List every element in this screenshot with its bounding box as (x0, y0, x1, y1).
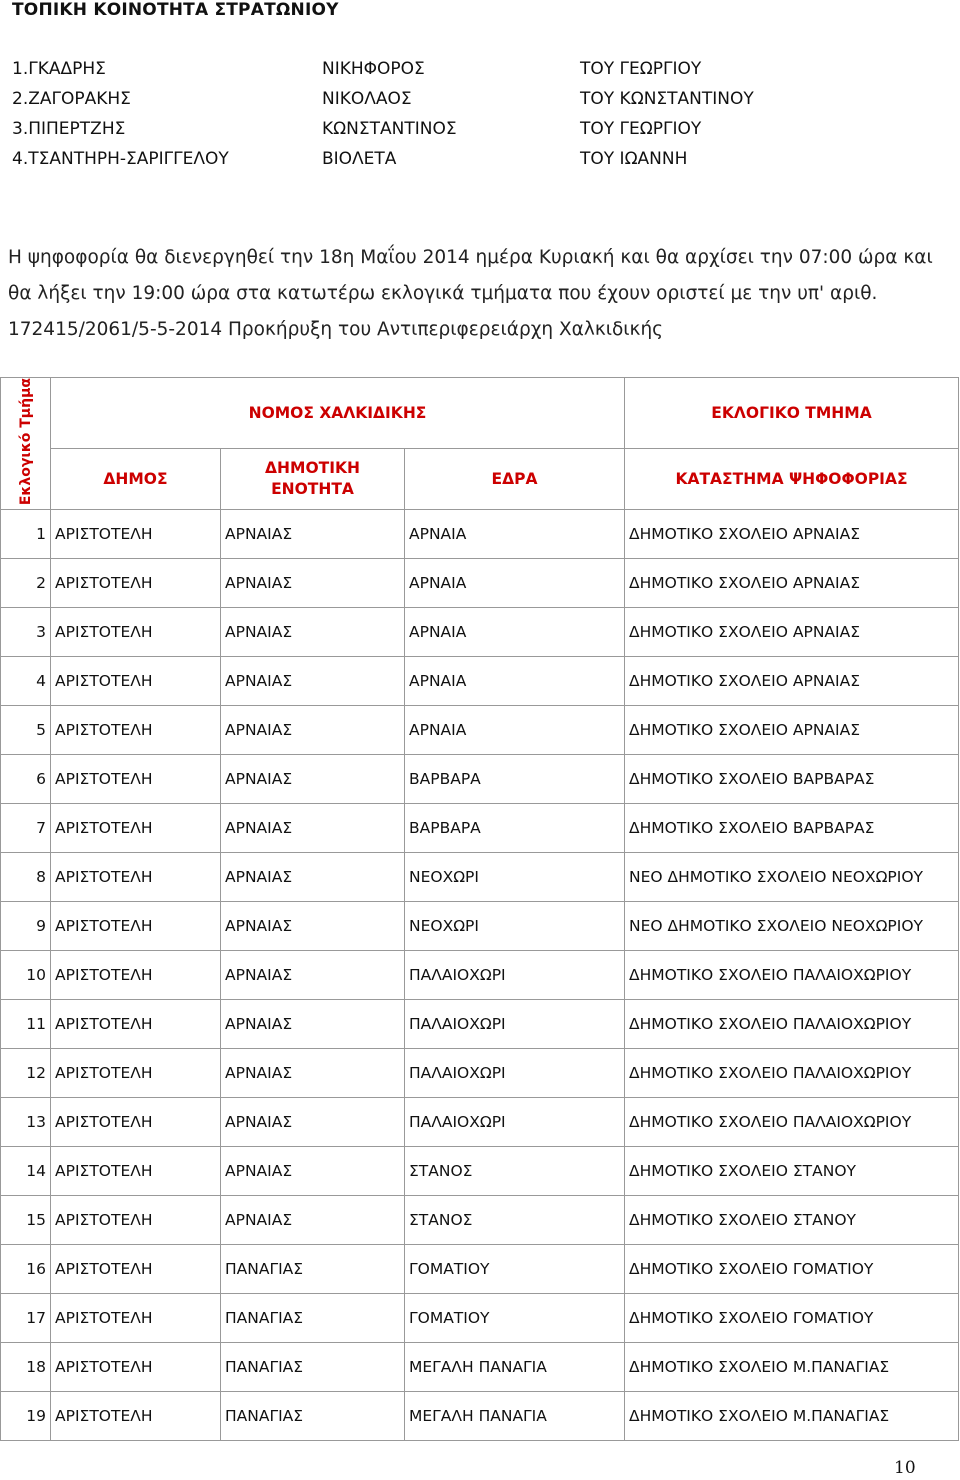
table-body (1, 510, 959, 1441)
seat-cell: ΜΕΓΑΛΗ ΠΑΝΑΓΙΑ (405, 1343, 625, 1392)
polling-station-cell: ΔΗΜΟΤΙΚΟ ΣΧΟΛΕΙΟ ΠΑΛΑΙΟΧΩΡΙΟΥ (625, 1049, 959, 1098)
polling-station-cell: ΔΗΜΟΤΙΚΟ ΣΧΟΛΕΙΟ ΒΑΡΒΑΡΑΣ (625, 804, 959, 853)
seat-cell: ΠΑΛΑΙΟΧΩΡΙ (405, 1098, 625, 1147)
member-row (12, 56, 912, 86)
municipal-unit-cell: ΑΡΝΑΙΑΣ (221, 608, 405, 657)
municipal-unit-cell: ΑΡΝΑΙΑΣ (221, 902, 405, 951)
municipal-unit-cell: ΠΑΝΑΓΙΑΣ (221, 1294, 405, 1343)
dimos-cell: ΑΡΙΣΤΟΤΕΛΗ (51, 1392, 221, 1441)
table-row (1, 853, 959, 902)
section-number-cell: 12 (1, 1049, 51, 1098)
member-surname: 4.ΤΣΑΝΤΗΡΗ-ΣΑΡΙΓΓΕΛΟΥ (12, 149, 229, 169)
polling-station-cell: ΔΗΜΟΤΙΚΟ ΣΧΟΛΕΙΟ ΠΑΛΑΙΟΧΩΡΙΟΥ (625, 1098, 959, 1147)
section-number-cell: 18 (1, 1343, 51, 1392)
municipal-unit-cell: ΑΡΝΑΙΑΣ (221, 510, 405, 559)
header-section-number (1, 378, 51, 510)
section-number-cell: 17 (1, 1294, 51, 1343)
seat-cell: ΒΑΡΒΑΡΑ (405, 804, 625, 853)
page-title: ΤΟΠΙΚΗ ΚΟΙΝΟΤΗΤΑ ΣΤΡΑΤΩΝΙΟΥ (12, 0, 339, 20)
header-dimos: ΔΗΜΟΣ (51, 448, 221, 509)
table-row (1, 755, 959, 804)
member-name: ΒΙΟΛΕΤΑ (322, 149, 397, 169)
member-father: ΤΟΥ ΙΩΑΝΝΗ (580, 149, 688, 169)
municipal-unit-cell: ΠΑΝΑΓΙΑΣ (221, 1392, 405, 1441)
header-municipal-unit: ΔΗΜΟΤΙΚΗ ΕΝΟΤΗΤΑ (221, 448, 405, 509)
seat-cell: ΑΡΝΑΙΑ (405, 608, 625, 657)
table-row (1, 608, 959, 657)
municipal-unit-cell: ΑΡΝΑΙΑΣ (221, 755, 405, 804)
table-row (1, 510, 959, 559)
table-row (1, 559, 959, 608)
section-number-cell: 11 (1, 1000, 51, 1049)
seat-cell: ΑΡΝΑΙΑ (405, 706, 625, 755)
seat-cell: ΝΕΟΧΩΡΙ (405, 902, 625, 951)
table-row (1, 1000, 959, 1049)
section-number-cell: 13 (1, 1098, 51, 1147)
section-number-cell: 16 (1, 1245, 51, 1294)
table-row (1, 1196, 959, 1245)
section-number-cell: 10 (1, 951, 51, 1000)
table-row (1, 706, 959, 755)
dimos-cell: ΑΡΙΣΤΟΤΕΛΗ (51, 1147, 221, 1196)
section-number-cell: 14 (1, 1147, 51, 1196)
table-row (1, 1294, 959, 1343)
polling-station-cell: ΔΗΜΟΤΙΚΟ ΣΧΟΛΕΙΟ ΣΤΑΝΟΥ (625, 1147, 959, 1196)
member-row (12, 116, 912, 146)
seat-cell: ΓΟΜΑΤΙΟΥ (405, 1294, 625, 1343)
page-number: 10 (894, 1458, 916, 1478)
member-surname: 1.ΓΚΑΔΡΗΣ (12, 59, 106, 79)
municipal-unit-cell: ΑΡΝΑΙΑΣ (221, 853, 405, 902)
municipal-unit-cell: ΑΡΝΑΙΑΣ (221, 657, 405, 706)
member-father: ΤΟΥ ΓΕΩΡΓΙΟΥ (580, 59, 702, 79)
section-number-cell: 3 (1, 608, 51, 657)
header-prefecture: ΝΟΜΟΣ ΧΑΛΚΙΔΙΚΗΣ (51, 378, 625, 449)
dimos-cell: ΑΡΙΣΤΟΤΕΛΗ (51, 1343, 221, 1392)
dimos-cell: ΑΡΙΣΤΟΤΕΛΗ (51, 951, 221, 1000)
municipal-unit-cell: ΑΡΝΑΙΑΣ (221, 1147, 405, 1196)
polling-station-cell: ΔΗΜΟΤΙΚΟ ΣΧΟΛΕΙΟ ΓΟΜΑΤΙΟΥ (625, 1294, 959, 1343)
polling-station-cell: ΔΗΜΟΤΙΚΟ ΣΧΟΛΕΙΟ ΣΤΑΝΟΥ (625, 1196, 959, 1245)
municipal-unit-cell: ΑΡΝΑΙΑΣ (221, 951, 405, 1000)
seat-cell: ΣΤΑΝΟΣ (405, 1196, 625, 1245)
municipal-unit-cell: ΑΡΝΑΙΑΣ (221, 1196, 405, 1245)
section-number-cell: 6 (1, 755, 51, 804)
polling-station-cell: ΔΗΜΟΤΙΚΟ ΣΧΟΛΕΙΟ ΑΡΝΑΙΑΣ (625, 559, 959, 608)
dimos-cell: ΑΡΙΣΤΟΤΕΛΗ (51, 804, 221, 853)
member-surname: 2.ΖΑΓΟΡΑΚΗΣ (12, 89, 131, 109)
polling-station-cell: ΔΗΜΟΤΙΚΟ ΣΧΟΛΕΙΟ ΓΟΜΑΤΙΟΥ (625, 1245, 959, 1294)
dimos-cell: ΑΡΙΣΤΟΤΕΛΗ (51, 1245, 221, 1294)
polling-station-cell: ΔΗΜΟΤΙΚΟ ΣΧΟΛΕΙΟ ΠΑΛΑΙΟΧΩΡΙΟΥ (625, 951, 959, 1000)
header-electoral-section: ΕΚΛΟΓΙΚΟ ΤΜΗΜΑ (625, 378, 959, 449)
section-number-cell: 8 (1, 853, 51, 902)
member-father: ΤΟΥ ΓΕΩΡΓΙΟΥ (580, 119, 702, 139)
table-row (1, 951, 959, 1000)
seat-cell: ΠΑΛΑΙΟΧΩΡΙ (405, 1000, 625, 1049)
dimos-cell: ΑΡΙΣΤΟΤΕΛΗ (51, 706, 221, 755)
municipal-unit-cell: ΑΡΝΑΙΑΣ (221, 1098, 405, 1147)
dimos-cell: ΑΡΙΣΤΟΤΕΛΗ (51, 559, 221, 608)
polling-station-cell: ΔΗΜΟΤΙΚΟ ΣΧΟΛΕΙΟ ΑΡΝΑΙΑΣ (625, 608, 959, 657)
polling-station-cell: ΔΗΜΟΤΙΚΟ ΣΧΟΛΕΙΟ ΑΡΝΑΙΑΣ (625, 706, 959, 755)
dimos-cell: ΑΡΙΣΤΟΤΕΛΗ (51, 608, 221, 657)
polling-station-cell: ΔΗΜΟΤΙΚΟ ΣΧΟΛΕΙΟ Μ.ΠΑΝΑΓΙΑΣ (625, 1392, 959, 1441)
seat-cell: ΣΤΑΝΟΣ (405, 1147, 625, 1196)
polling-station-cell: ΔΗΜΟΤΙΚΟ ΣΧΟΛΕΙΟ ΠΑΛΑΙΟΧΩΡΙΟΥ (625, 1000, 959, 1049)
table-row (1, 902, 959, 951)
table-row (1, 804, 959, 853)
seat-cell: ΑΡΝΑΙΑ (405, 510, 625, 559)
member-name: ΝΙΚΟΛΑΟΣ (322, 89, 412, 109)
section-number-cell: 2 (1, 559, 51, 608)
dimos-cell: ΑΡΙΣΤΟΤΕΛΗ (51, 657, 221, 706)
dimos-cell: ΑΡΙΣΤΟΤΕΛΗ (51, 1294, 221, 1343)
seat-cell: ΜΕΓΑΛΗ ΠΑΝΑΓΙΑ (405, 1392, 625, 1441)
seat-cell: ΠΑΛΑΙΟΧΩΡΙ (405, 1049, 625, 1098)
polling-station-cell: ΝΕΟ ΔΗΜΟΤΙΚΟ ΣΧΟΛΕΙΟ ΝΕΟΧΩΡΙΟΥ (625, 853, 959, 902)
polling-station-cell: ΔΗΜΟΤΙΚΟ ΣΧΟΛΕΙΟ ΑΡΝΑΙΑΣ (625, 510, 959, 559)
municipal-unit-cell: ΑΡΝΑΙΑΣ (221, 1000, 405, 1049)
table-row (1, 1245, 959, 1294)
municipal-unit-cell: ΑΡΝΑΙΑΣ (221, 706, 405, 755)
section-number-cell: 4 (1, 657, 51, 706)
municipal-unit-cell: ΑΡΝΑΙΑΣ (221, 559, 405, 608)
seat-cell: ΓΟΜΑΤΙΟΥ (405, 1245, 625, 1294)
dimos-cell: ΑΡΙΣΤΟΤΕΛΗ (51, 902, 221, 951)
member-name: ΚΩΝΣΤΑΝΤΙΝΟΣ (322, 119, 457, 139)
member-father: ΤΟΥ ΚΩΝΣΤΑΝΤΙΝΟΥ (580, 89, 754, 109)
section-number-cell: 1 (1, 510, 51, 559)
header-section-number-label: Εκλογικό Τμήμα (17, 378, 34, 506)
seat-cell: ΝΕΟΧΩΡΙ (405, 853, 625, 902)
dimos-cell: ΑΡΙΣΤΟΤΕΛΗ (51, 1098, 221, 1147)
municipal-unit-cell: ΠΑΝΑΓΙΑΣ (221, 1245, 405, 1294)
member-row (12, 146, 912, 176)
table-row (1, 1392, 959, 1441)
section-number-cell: 7 (1, 804, 51, 853)
seat-cell: ΑΡΝΑΙΑ (405, 657, 625, 706)
table-row (1, 1147, 959, 1196)
section-number-cell: 19 (1, 1392, 51, 1441)
table-row (1, 657, 959, 706)
seat-cell: ΒΑΡΒΑΡΑ (405, 755, 625, 804)
polling-station-cell: ΔΗΜΟΤΙΚΟ ΣΧΟΛΕΙΟ ΑΡΝΑΙΑΣ (625, 657, 959, 706)
table-row (1, 1098, 959, 1147)
polling-station-cell: ΔΗΜΟΤΙΚΟ ΣΧΟΛΕΙΟ ΒΑΡΒΑΡΑΣ (625, 755, 959, 804)
member-name: ΝΙΚΗΦΟΡΟΣ (322, 59, 425, 79)
seat-cell: ΑΡΝΑΙΑ (405, 559, 625, 608)
dimos-cell: ΑΡΙΣΤΟΤΕΛΗ (51, 1000, 221, 1049)
dimos-cell: ΑΡΙΣΤΟΤΕΛΗ (51, 1196, 221, 1245)
header-seat: ΕΔΡΑ (405, 448, 625, 509)
members-list (12, 56, 912, 176)
polling-station-cell: ΔΗΜΟΤΙΚΟ ΣΧΟΛΕΙΟ Μ.ΠΑΝΑΓΙΑΣ (625, 1343, 959, 1392)
municipal-unit-cell: ΠΑΝΑΓΙΑΣ (221, 1343, 405, 1392)
polling-station-cell: ΝΕΟ ΔΗΜΟΤΙΚΟ ΣΧΟΛΕΙΟ ΝΕΟΧΩΡΙΟΥ (625, 902, 959, 951)
polling-stations-table (0, 377, 959, 1441)
member-row (12, 86, 912, 116)
municipal-unit-cell: ΑΡΝΑΙΑΣ (221, 1049, 405, 1098)
election-notice-paragraph: Η ψηφοφορία θα διενεργηθεί την 18η Μαΐου 2014 ημέρα Κυριακή και θα αρχίσει την 07:00 ώρα και θα λήξει την 19:00 ώρα στα κατωτέρω εκλογικά τμήματα που έχουν οριστεί με την υπ' αριθ. 172415/2061/5-5-2014 Προκήρυξη του Αντιπεριφερειάρχη Χαλκιδικής (8, 247, 933, 340)
section-number-cell: 5 (1, 706, 51, 755)
section-number-cell: 9 (1, 902, 51, 951)
dimos-cell: ΑΡΙΣΤΟΤΕΛΗ (51, 510, 221, 559)
header-polling-station: ΚΑΤΑΣΤΗΜΑ ΨΗΦΟΦΟΡΙΑΣ (625, 448, 959, 509)
dimos-cell: ΑΡΙΣΤΟΤΕΛΗ (51, 755, 221, 804)
dimos-cell: ΑΡΙΣΤΟΤΕΛΗ (51, 1049, 221, 1098)
table-row (1, 1343, 959, 1392)
member-surname: 3.ΠΙΠΕΡΤΖΗΣ (12, 119, 126, 139)
dimos-cell: ΑΡΙΣΤΟΤΕΛΗ (51, 853, 221, 902)
section-number-cell: 15 (1, 1196, 51, 1245)
table-row (1, 1049, 959, 1098)
municipal-unit-cell: ΑΡΝΑΙΑΣ (221, 804, 405, 853)
seat-cell: ΠΑΛΑΙΟΧΩΡΙ (405, 951, 625, 1000)
